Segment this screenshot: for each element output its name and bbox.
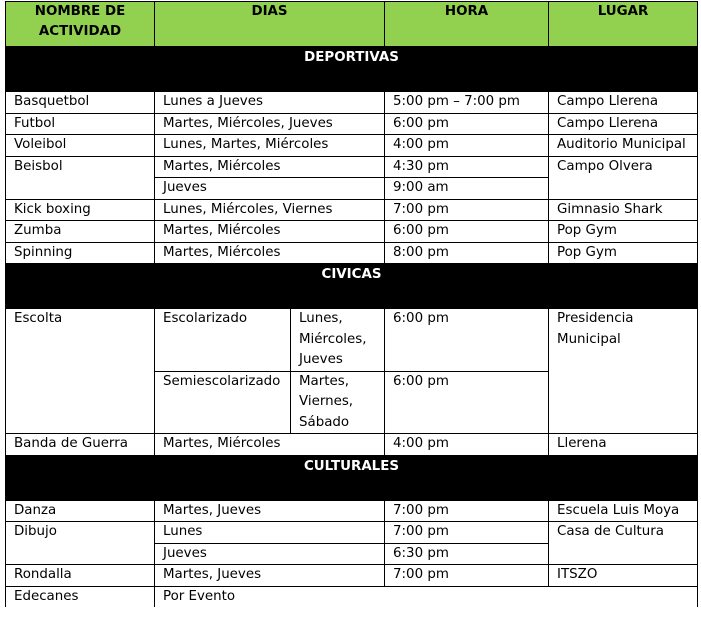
activity-days: Martes, Jueves [155, 565, 385, 587]
activity-mode: Escolarizado [155, 309, 291, 372]
activity-days: Lunes, Martes, Miércoles [155, 135, 385, 157]
activity-time: 8:00 pm [385, 242, 549, 264]
activity-place: Escuela Luis Moya [549, 500, 698, 522]
activity-place: Campo Llerena [549, 92, 698, 114]
header-days: DIAS [155, 2, 385, 47]
section-row-civicas [6, 264, 698, 309]
header-row [6, 2, 698, 47]
activity-mode: Semiescolarizado [155, 371, 291, 434]
activity-time: 6:00 pm [385, 221, 549, 243]
table-row [6, 221, 698, 243]
table-row [6, 199, 698, 221]
activity-name: Edecanes [6, 586, 155, 607]
section-row-deportivas [6, 47, 698, 92]
table-row [6, 309, 698, 372]
activity-days: Lunes a Jueves [155, 92, 385, 114]
table-row [6, 434, 698, 456]
activity-place: ITSZO [549, 565, 698, 587]
activity-days: Jueves [155, 543, 385, 565]
activities-table [5, 1, 698, 607]
table-row [6, 500, 698, 522]
activity-days: Lunes [155, 522, 385, 544]
section-title-civicas: CIVICAS [6, 264, 698, 309]
activity-days: Martes, Miércoles [155, 221, 385, 243]
activity-place: Campo Llerena [549, 113, 698, 135]
activity-place: Llerena [549, 434, 698, 456]
activity-place: Pop Gym [549, 242, 698, 264]
table-row [6, 92, 698, 114]
activity-days: Lunes, Miércoles, Viernes [155, 199, 385, 221]
table-row [6, 113, 698, 135]
section-title-deportivas: DEPORTIVAS [6, 47, 698, 92]
activity-days: Martes, Viernes, Sábado [291, 371, 385, 434]
table-row [6, 156, 698, 178]
activity-name: Banda de Guerra [6, 434, 155, 456]
activity-name: Kick boxing [6, 199, 155, 221]
header-time: HORA [385, 2, 549, 47]
activity-time: 6:00 pm [385, 309, 549, 372]
activity-time: 7:00 pm [385, 565, 549, 587]
activity-time: 7:00 pm [385, 522, 549, 544]
activity-time: 6:00 pm [385, 371, 549, 434]
activity-time: 5:00 pm – 7:00 pm [385, 92, 549, 114]
activity-name: Spinning [6, 242, 155, 264]
activity-days: Martes, Miércoles, Jueves [155, 113, 385, 135]
header-place: LUGAR [549, 2, 698, 47]
activity-time: 4:00 pm [385, 135, 549, 157]
activity-time: 6:30 pm [385, 543, 549, 565]
activity-days: Jueves [155, 178, 385, 200]
section-row-culturales [6, 455, 698, 500]
activity-name: Basquetbol [6, 92, 155, 114]
header-activity: NOMBRE DE ACTIVIDAD [6, 2, 155, 47]
activity-place: Casa de Cultura [549, 522, 698, 565]
activity-name: Voleibol [6, 135, 155, 157]
activity-name: Escolta [6, 309, 155, 434]
activity-time: 6:00 pm [385, 113, 549, 135]
activity-name: Rondalla [6, 565, 155, 587]
activity-time: 7:00 pm [385, 500, 549, 522]
activity-days: Martes, Jueves [155, 500, 385, 522]
activity-days: Martes, Miércoles [155, 242, 385, 264]
activity-place: Campo Olvera [549, 156, 698, 199]
activity-days: Martes, Miércoles [155, 434, 385, 456]
activity-time: 7:00 pm [385, 199, 549, 221]
activity-time: 9:00 am [385, 178, 549, 200]
table-row [6, 242, 698, 264]
activity-days: Lunes, Miércoles, Jueves [291, 309, 385, 372]
activity-days: Martes, Miércoles [155, 156, 385, 178]
activity-days: Por Evento [155, 586, 698, 607]
section-title-culturales: CULTURALES [6, 455, 698, 500]
activity-time: 4:30 pm [385, 156, 549, 178]
table-row [6, 135, 698, 157]
activity-place: Pop Gym [549, 221, 698, 243]
activity-name: Futbol [6, 113, 155, 135]
table-row [6, 565, 698, 587]
activity-name: Beisbol [6, 156, 155, 199]
activity-name: Danza [6, 500, 155, 522]
activity-name: Zumba [6, 221, 155, 243]
table-row [6, 586, 698, 607]
activity-name: Dibujo [6, 522, 155, 565]
activity-place: Presidencia Municipal [549, 309, 698, 434]
activity-place: Auditorio Municipal [549, 135, 698, 157]
activity-place: Gimnasio Shark [549, 199, 698, 221]
table-row [6, 522, 698, 544]
activity-time: 4:00 pm [385, 434, 549, 456]
